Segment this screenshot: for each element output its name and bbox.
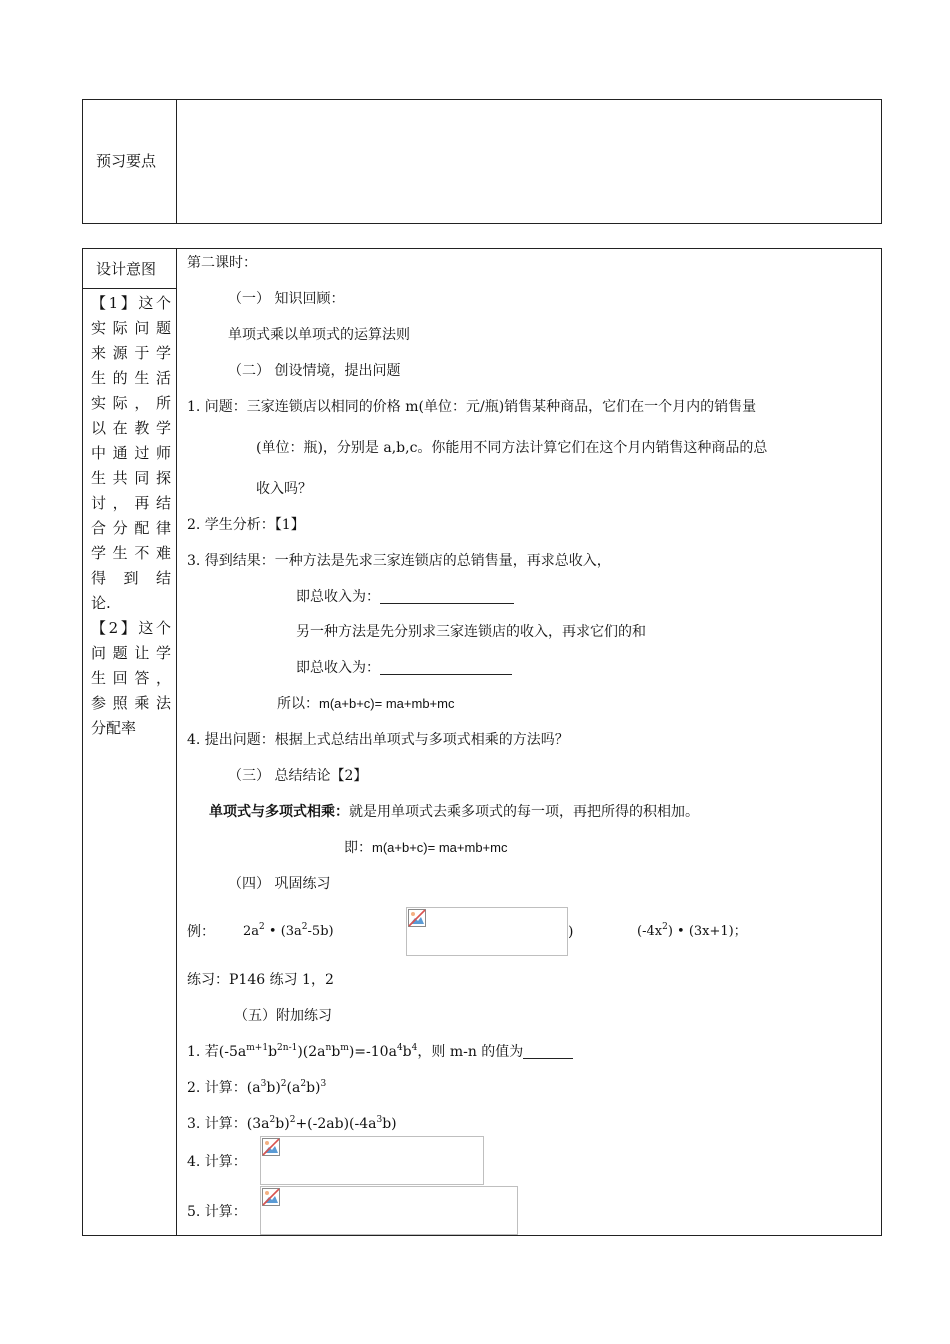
answer-blank-1[interactable] xyxy=(380,589,514,604)
result-line-2 xyxy=(296,587,514,607)
preview-label: 预习要点 xyxy=(96,152,157,170)
answer-blank-3[interactable] xyxy=(523,1044,573,1059)
example-label: 例： xyxy=(187,924,215,940)
side-note-line: 论. xyxy=(91,594,111,612)
expr-part: -5b) xyxy=(307,924,334,939)
question-4: 4. 提出问题：根据上式总结出单项式与多项式相乘的方法吗？ xyxy=(187,732,569,748)
side-note-line: 实际，所 xyxy=(91,394,171,412)
answer-blank-2[interactable] xyxy=(380,660,512,675)
side-note-line: 来源于学 xyxy=(91,344,171,362)
q-part: b xyxy=(268,1044,278,1060)
question-5-image-placeholder xyxy=(260,1186,518,1235)
q-exponent: 2 xyxy=(280,1079,287,1089)
side-note-line: 实际问题 xyxy=(91,319,171,337)
q-part: 3. 计算：(3a xyxy=(187,1116,270,1132)
broken-image-icon xyxy=(262,1188,280,1206)
rule-term: 单项式与多项式相乘 xyxy=(209,804,335,820)
q-exponent: 2 xyxy=(289,1115,296,1125)
side-note-line: 合分配律 xyxy=(91,519,171,537)
q-part: 1. 若(-5a xyxy=(187,1044,247,1060)
side-note-line: 以在教学 xyxy=(91,419,171,437)
q-exponent: m+1 xyxy=(246,1043,269,1053)
broken-image-icon xyxy=(408,909,426,927)
section-scenario-heading: （二） 创设情境，提出问题 xyxy=(228,363,401,379)
result-formula: m(a+b+c)= ma+mb+mc xyxy=(319,696,455,711)
section-review-body: 单项式乘以单项式的运算法则 xyxy=(228,327,410,343)
rule-statement xyxy=(209,802,699,822)
problem-line-1: 1. 问题：三家连锁店以相同的价格 m(单位：元/瓶)销售某种商品，它们在一个月内的销售量 xyxy=(187,399,757,415)
q-part: b) xyxy=(275,1116,290,1132)
result-line-2-text: 即总收入为： xyxy=(296,589,380,605)
side-note-line: 问题让学 xyxy=(91,644,171,662)
expr-part: (-4x xyxy=(637,924,663,939)
side-note-line: 中通过师 xyxy=(91,444,171,462)
q-exponent: 2 xyxy=(269,1115,276,1125)
extra-question-4: 4. 计算： xyxy=(187,1154,247,1170)
extra-question-2 xyxy=(187,1078,326,1098)
result-line-3: 另一种方法是先分别求三家连锁店的收入，再求它们的和 xyxy=(296,624,646,640)
expr-exponent: 2 xyxy=(259,922,265,932)
rule-colon: ： xyxy=(335,804,349,820)
q-exponent: 3 xyxy=(260,1079,267,1089)
problem-line-2: (单位：瓶)，分别是 a,b,c。你能用不同方法计算它们在这个月内销售这种商品的总 xyxy=(256,440,768,456)
q-exponent: 2 xyxy=(300,1079,307,1089)
design-intent-label: 设计意图 xyxy=(96,260,157,278)
student-analysis: 2. 学生分析：【1】 xyxy=(187,517,305,533)
q-part: b xyxy=(331,1044,341,1060)
section-extra-heading: （五）附加练习 xyxy=(234,1008,332,1024)
q-exponent: 3 xyxy=(320,1079,327,1089)
rule-formula-prefix: 即： xyxy=(344,840,372,856)
problem-line-3: 收入吗？ xyxy=(256,481,312,497)
expr-exponent: 2 xyxy=(662,922,668,932)
q-exponent: 3 xyxy=(376,1115,383,1125)
question-4-image-placeholder xyxy=(260,1136,484,1185)
q-part: ，则 m-n 的值为 xyxy=(417,1044,524,1060)
side-note-line: 生的生活 xyxy=(91,369,171,387)
extra-question-1 xyxy=(187,1042,573,1062)
broken-image-icon xyxy=(262,1138,280,1156)
q-part: (a xyxy=(286,1080,301,1096)
lesson-title: 第二课时： xyxy=(187,255,257,271)
q-part: +(-2ab)(-4a xyxy=(295,1116,377,1132)
result-line-1: 3. 得到结果：一种方法是先求三家连锁店的总销售量，再求总收入， xyxy=(187,553,611,569)
rule-text: 就是用单项式去乘多项式的每一项，再把所得的积相加。 xyxy=(349,804,699,820)
design-header-rule xyxy=(82,288,177,289)
q-exponent: 4 xyxy=(396,1043,403,1053)
q-exponent: m xyxy=(340,1043,349,1053)
q-exponent: n xyxy=(325,1043,332,1053)
side-note-line: 学生不难 xyxy=(91,544,171,562)
preview-table-divider xyxy=(176,99,177,224)
rule-formula: m(a+b+c)= ma+mb+mc xyxy=(372,840,508,855)
expr-part: ) • (3x+1)； xyxy=(667,924,747,939)
example-expression-1 xyxy=(243,922,334,942)
expr-part: 2a xyxy=(243,924,260,939)
side-note-line: 生回答， xyxy=(91,669,171,687)
q-part: )(2a xyxy=(297,1044,326,1060)
section-practice-heading: （四） 巩固练习 xyxy=(228,876,331,892)
extra-question-5: 5. 计算： xyxy=(187,1204,247,1220)
result-line-4 xyxy=(296,658,512,678)
side-note-line: 得 到 结 xyxy=(91,569,171,587)
expr-exponent: 2 xyxy=(301,922,308,932)
q-part: 2. 计算：(a xyxy=(187,1080,261,1096)
q-part: b) xyxy=(306,1080,321,1096)
result-line-5 xyxy=(277,694,454,714)
preview-table xyxy=(82,99,882,224)
q-part: b xyxy=(402,1044,412,1060)
practice-reference: 练习：P146 练习 1，2 xyxy=(187,972,334,988)
side-note-line: 讨，再结 xyxy=(91,494,171,512)
example-close-paren: ) xyxy=(568,924,574,940)
extra-question-3 xyxy=(187,1114,397,1134)
side-note-line: 【2】这个 xyxy=(91,619,171,637)
example-image-placeholder xyxy=(406,907,568,956)
q-exponent: 2n-1 xyxy=(277,1043,298,1053)
side-note-line: 【1】这个 xyxy=(91,294,171,312)
side-note-line: 分配率 xyxy=(91,719,137,737)
result-conclusion-prefix: 所以： xyxy=(277,696,319,712)
q-part: b) xyxy=(382,1116,397,1132)
example-expression-2 xyxy=(637,922,747,942)
q-exponent: 4 xyxy=(411,1043,418,1053)
side-note-line: 生共同探 xyxy=(91,469,171,487)
rule-formula-line xyxy=(344,838,507,858)
side-note-line: 参照乘法 xyxy=(91,694,171,712)
result-line-4-text: 即总收入为： xyxy=(296,660,380,676)
section-summary-heading: （三） 总结结论【2】 xyxy=(228,768,368,784)
section-review-heading: （一） 知识回顾： xyxy=(228,291,345,307)
expr-part: • (3a xyxy=(264,924,302,939)
q-part: b) xyxy=(266,1080,281,1096)
q-part: )=-10a xyxy=(348,1044,397,1060)
design-table-divider xyxy=(176,248,177,1236)
